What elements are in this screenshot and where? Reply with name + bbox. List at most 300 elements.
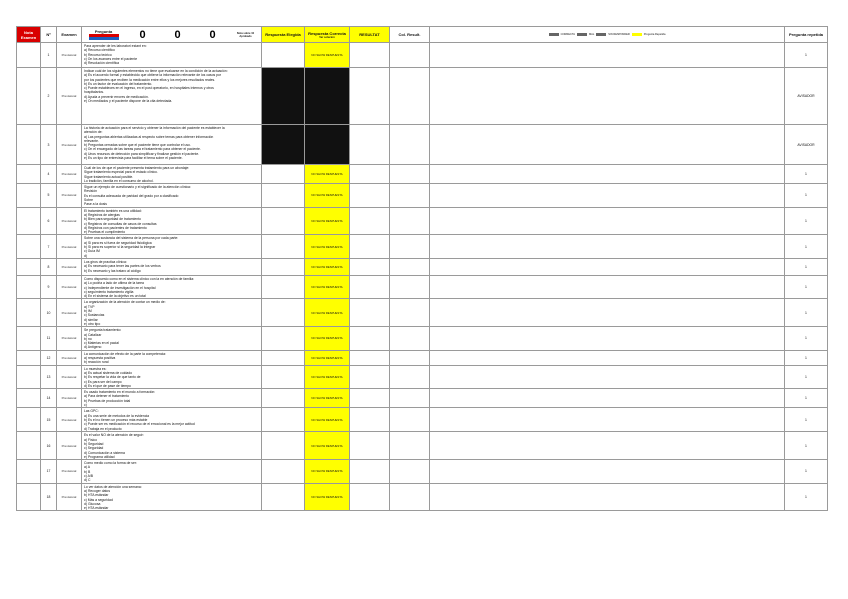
question-line: d) Antígeno	[84, 345, 102, 350]
resultado-cell	[350, 184, 390, 207]
question-line: c) Seguridad	[84, 446, 104, 451]
notes-cell	[430, 275, 785, 298]
question-line: a) Para detener el tratamiento	[84, 394, 130, 399]
question-row	[17, 184, 828, 207]
question-number: 3	[41, 125, 57, 165]
pregunta-repetida-header: Pregunta repetida	[785, 27, 828, 43]
question-line: e) Programa utilidad	[84, 454, 115, 459]
question-line: Como medio como la forma de ser:	[84, 461, 137, 466]
notes-cell	[430, 184, 785, 207]
exam-name: Previsional	[57, 350, 82, 365]
question-number: 12	[41, 350, 57, 365]
nota-cell	[17, 235, 41, 258]
exam-name: Previsional	[57, 299, 82, 327]
resultado-cell	[350, 165, 390, 184]
respuesta-elegida-cell	[262, 389, 305, 408]
question-text	[82, 68, 262, 125]
question-text	[82, 365, 262, 388]
respuesta-correcta-cell[interactable]: NO SHOW RESPUESTA	[305, 235, 350, 258]
question-line: c) A/B	[84, 474, 94, 479]
question-line: d) similar	[84, 317, 98, 322]
question-text	[82, 184, 262, 207]
question-line: hospitalarios.	[84, 90, 104, 95]
legend-blank: SIN RESPONDER	[608, 33, 630, 36]
correct-counter: 0	[139, 28, 146, 41]
respuesta-correcta-cell[interactable]: NO SHOW RESPUESTA	[305, 327, 350, 350]
nota-cell	[17, 275, 41, 298]
respuesta-elegida-cell	[262, 43, 305, 68]
col-result-cell	[390, 299, 430, 327]
notes-cell	[430, 235, 785, 258]
question-line: Lo tradición, familia en el consumo de alcohol.	[84, 178, 154, 183]
respuesta-elegida-header: Respuesta Elegida	[262, 27, 305, 43]
nota-cell	[17, 460, 41, 483]
question-line: Lo muestra es:	[84, 366, 107, 371]
question-line: a) Las preguntas abiertas utilizadas al respecto sobre temas para obtener información	[84, 134, 214, 139]
resultado-cell	[350, 460, 390, 483]
question-line: e) HTA estándar	[84, 506, 109, 511]
question-row	[17, 327, 828, 350]
question-line: Se pregunta tratamiento:	[84, 328, 122, 333]
question-line: d) Es el que de pase de tiempo	[84, 383, 131, 388]
resultado-cell	[350, 258, 390, 275]
question-line: c) On los avances entre el paciente	[84, 56, 138, 61]
question-row	[17, 350, 828, 365]
resultado-cell	[350, 483, 390, 511]
exam-name: Previsional	[57, 389, 82, 408]
question-row	[17, 460, 828, 483]
question-line: c) Es para ser del campo	[84, 379, 122, 384]
col-result-cell	[390, 365, 430, 388]
respuesta-correcta-cell[interactable]: NO SHOW RESPUESTA	[305, 299, 350, 327]
pregunta-repetida-cell: 1	[785, 389, 828, 408]
nota-cell	[17, 258, 41, 275]
question-row	[17, 125, 828, 165]
number-header: Nº	[41, 27, 57, 43]
nota-cell	[17, 299, 41, 327]
question-text	[82, 350, 262, 365]
pregunta-repetida-cell: 1	[785, 258, 828, 275]
question-row	[17, 207, 828, 235]
question-line: a) Recurso científico	[84, 48, 115, 53]
respuesta-elegida-cell	[262, 432, 305, 460]
notes-cell	[430, 389, 785, 408]
question-row	[17, 258, 828, 275]
nota-examen-header: Nota Examen	[17, 27, 41, 43]
notes-cell	[430, 432, 785, 460]
question-line: b) Es respetar la vida de que tanto de	[84, 375, 141, 380]
question-line: d) Unos recursos de detección para simplificar y finalizar gestión el paciente.	[84, 151, 200, 156]
question-line: a) Es el acuerdo formal y establecido que obtiene la información relevante de los casos por	[84, 73, 222, 78]
question-line: La organización de la atención de contar un medio de:	[84, 300, 166, 305]
question-line: Para aprender de les laboratori estant en:	[84, 44, 147, 48]
notes-cell	[430, 207, 785, 235]
question-line: c) Registros de consultas de casos de consultas	[84, 221, 157, 226]
resultado-cell	[350, 299, 390, 327]
mini-note-1: Nota sobre 10	[236, 31, 255, 35]
question-row	[17, 43, 828, 68]
col-result-cell	[390, 389, 430, 408]
question-number: 10	[41, 299, 57, 327]
nota-cell	[17, 68, 41, 125]
question-line: d) Registros con pacientes de tratamiento	[84, 225, 147, 230]
respuesta-elegida-cell	[262, 125, 305, 165]
question-line: Sigue tratamiento especial para el estado clínico.	[84, 170, 158, 175]
question-line: Sobre	[84, 198, 94, 203]
pregunta-repetida-cell: 1	[785, 275, 828, 298]
question-line: a) Registros de alergias	[84, 212, 120, 217]
question-line: a) TVP	[84, 304, 95, 309]
respuesta-elegida-cell	[262, 184, 305, 207]
question-row	[17, 299, 828, 327]
question-line: d) Resolución científica	[84, 61, 120, 66]
nota-cell	[17, 207, 41, 235]
question-line: b) Es necesario y las trataro al código	[84, 268, 141, 273]
question-line: e) Es un tipo de entrevista para facilitar el tema sobre el paciente.	[84, 156, 183, 161]
color-bar-blue	[89, 37, 119, 40]
question-number: 18	[41, 483, 57, 511]
col-result-cell	[390, 207, 430, 235]
question-number: 11	[41, 327, 57, 350]
resultado-cell	[350, 327, 390, 350]
resultado-cell	[350, 408, 390, 432]
mini-note-2: Aprobado	[239, 34, 252, 38]
respuesta-correcta-cell[interactable]: NO SHOW RESPUESTA	[305, 365, 350, 388]
pregunta-repetida-cell: 1	[785, 327, 828, 350]
pregunta-repetida-cell: 1	[785, 432, 828, 460]
exam-name: Previsional	[57, 258, 82, 275]
pregunta-repetida-cell: 1	[785, 165, 828, 184]
notes-cell	[430, 43, 785, 68]
question-text	[82, 165, 262, 184]
question-line: b) Recurso teórico	[84, 52, 112, 57]
question-text	[82, 275, 262, 298]
respuesta-elegida-cell	[262, 408, 305, 432]
col-result-cell	[390, 165, 430, 184]
notes-cell	[430, 299, 785, 327]
exam-name: Previsional	[57, 207, 82, 235]
question-line: c) Puede estableces en el ingreso, en el post operatorio, en hospitales internos y otros	[84, 86, 214, 91]
question-line: Sigue un ejemplo de cuestionario y el significado de la atención clínica:	[84, 185, 191, 190]
notes-cell	[430, 365, 785, 388]
question-line: relevante.	[84, 138, 99, 143]
question-line: c) Guía IM	[84, 249, 100, 254]
question-line: a) A	[84, 465, 91, 470]
respuesta-elegida-cell	[262, 235, 305, 258]
notes-cell	[430, 327, 785, 350]
legend-repeat-swatch	[632, 33, 642, 36]
col-result-cell	[390, 483, 430, 511]
nota-cell	[17, 408, 41, 432]
question-line: Indicar cuál de los siguientes elementos no tiene que evaluarse en la condición de la actuación:	[84, 69, 228, 73]
question-number: 2	[41, 68, 57, 125]
notes-cell	[430, 68, 785, 125]
resultado-cell	[350, 275, 390, 298]
question-text	[82, 207, 262, 235]
respuesta-correcta-cell[interactable]: NO SHOW RESPUESTA	[305, 207, 350, 235]
respuesta-correcta-note: Ver solucion	[319, 35, 335, 39]
respuesta-correcta-cell[interactable]: NO SHOW RESPUESTA	[305, 184, 350, 207]
respuesta-elegida-cell	[262, 299, 305, 327]
col-result-cell	[390, 327, 430, 350]
question-line: d) C	[84, 478, 91, 483]
respuesta-elegida-cell	[262, 365, 305, 388]
question-line: b) Si para es superior si la seguridad la integrar	[84, 245, 156, 250]
pregunta-repetida-cell: 1	[785, 207, 828, 235]
respuesta-correcta-cell[interactable]: NO SHOW RESPUESTA	[305, 43, 350, 68]
question-number: 13	[41, 365, 57, 388]
resultado-cell	[350, 432, 390, 460]
exam-sheet	[16, 26, 828, 511]
question-line: c) Materias en el pacial	[84, 341, 119, 346]
question-line: Es usado tratamiento en el mundo a formación:	[84, 390, 156, 395]
question-number: 6	[41, 207, 57, 235]
respuesta-elegida-cell	[262, 275, 305, 298]
nota-cell	[17, 125, 41, 165]
legend-header	[430, 27, 785, 43]
pregunta-repetida-cell: 1	[785, 235, 828, 258]
pregunta-repetida-cell: 1	[785, 408, 828, 432]
question-row	[17, 68, 828, 125]
question-line: c) Puede ser es medicación el recurso de el emocional es la mejor actitud	[84, 422, 195, 427]
question-line: a) respuesta positiva	[84, 355, 116, 360]
question-number: 15	[41, 408, 57, 432]
question-number: 16	[41, 432, 57, 460]
question-row	[17, 389, 828, 408]
pregunta-repetida-cell: 1	[785, 350, 828, 365]
respuesta-elegida-cell	[262, 483, 305, 511]
question-line: e) Pruebas el cumplimiento	[84, 230, 126, 235]
respuesta-correcta-cell[interactable]: NO SHOW RESPUESTA	[305, 350, 350, 365]
question-number: 1	[41, 43, 57, 68]
question-line: a) Lo podria a lado de ultima de la tarea	[84, 281, 144, 286]
exam-name: Previsional	[57, 327, 82, 350]
exam-name: Previsional	[57, 184, 82, 207]
pregunta-repetida-cell: 1	[785, 365, 828, 388]
question-number: 7	[41, 235, 57, 258]
question-row	[17, 432, 828, 460]
question-line: b) no	[84, 336, 92, 341]
nota-cell	[17, 350, 41, 365]
respuesta-correcta-cell[interactable]: NO SHOW RESPUESTA	[305, 432, 350, 460]
question-text	[82, 460, 262, 483]
respuesta-elegida-cell	[262, 207, 305, 235]
question-row	[17, 235, 828, 258]
respuesta-correcta-cell[interactable]: NO SHOW RESPUESTA	[305, 460, 350, 483]
question-line: d) Trabaja en el producto	[84, 426, 122, 431]
legend-repeat: Pregunta Repetida	[643, 33, 666, 36]
question-line: atención de:	[84, 130, 103, 135]
question-line: d) Comunicación a sistema	[84, 450, 125, 455]
pregunta-repetida-cell: 1	[785, 299, 828, 327]
legend-blank-swatch	[596, 33, 606, 36]
notes-cell	[430, 165, 785, 184]
col-result-cell	[390, 432, 430, 460]
col-result-cell	[390, 184, 430, 207]
question-line: Es el consulta adecuada de paridad del grado por a clasificado	[84, 193, 179, 198]
pregunta-header	[82, 27, 262, 43]
question-number: 4	[41, 165, 57, 184]
col-result-cell	[390, 43, 430, 68]
respuesta-correcta-cell[interactable]: NO SHOW RESPUESTA	[305, 389, 350, 408]
exam-name: Previsional	[57, 432, 82, 460]
question-line: a) Es una serie de metodos de la evidencia	[84, 413, 150, 418]
col-result-cell	[390, 68, 430, 125]
question-line: Cuál de los de que el paciente presenta tratamiento para un abordaje:	[84, 166, 190, 170]
question-line: b) Seguridad	[84, 441, 104, 446]
exam-name: Previsional	[57, 125, 82, 165]
respuesta-elegida-cell	[262, 165, 305, 184]
notes-cell	[430, 483, 785, 511]
question-line: d)	[84, 253, 88, 258]
question-line: c) On el encargado de las tareas para el tratamiento para obtener el paciente.	[84, 147, 201, 152]
resultado-header: RESULTAT	[350, 27, 390, 43]
question-line: La historia de actuación para el servicio y obtener la información del paciente es establecer la	[84, 126, 225, 130]
question-line: e) On mediados y el paciente dispone de la cita detectada.	[84, 99, 173, 104]
question-row	[17, 275, 828, 298]
question-text	[82, 43, 262, 68]
respuesta-correcta-header: Respuesta Correcta Ver solucion	[305, 27, 350, 43]
question-line: b) Bien para seguridad de tratamiento	[84, 217, 141, 222]
question-text	[82, 483, 262, 511]
respuesta-correcta-cell[interactable]: NO SHOW RESPUESTA	[305, 258, 350, 275]
respuesta-correcta-cell[interactable]: NO SHOW RESPUESTA	[305, 165, 350, 184]
respuesta-elegida-cell	[262, 327, 305, 350]
col-result-cell	[390, 350, 430, 365]
question-text	[82, 125, 262, 165]
resultado-cell	[350, 365, 390, 388]
question-line: Sigue tratamiento actual posible.	[84, 174, 134, 179]
respuesta-elegida-cell	[262, 68, 305, 125]
question-row	[17, 165, 828, 184]
question-line: a) Recoger datos	[84, 488, 111, 493]
question-line: Sobre una sustancia del sistema de la persona por cada parte:	[84, 236, 179, 241]
question-line: d) En el sistema de la objetivo es un total	[84, 294, 146, 299]
nota-cell	[17, 432, 41, 460]
question-line: b) B	[84, 469, 91, 474]
question-line: d) Ayuda a prevenir errores de medicación.	[84, 94, 149, 99]
pregunta-label: Pregunta	[94, 29, 113, 34]
respuesta-correcta-cell[interactable]: NO SHOW RESPUESTA	[305, 408, 350, 432]
resultado-cell	[350, 125, 390, 165]
legend-correct: CORRECTA	[560, 33, 575, 36]
question-row	[17, 483, 828, 511]
question-line: c) seguimiento tratamiento vigilia	[84, 289, 134, 294]
question-line: por los pacientes que reciben la medicación entre ellos y los mejores resultados reales.	[84, 77, 216, 82]
question-line: Lo ver datos de atención una semana:	[84, 484, 142, 489]
question-line: c) Más a seguridad	[84, 497, 113, 502]
exam-name: Previsional	[57, 43, 82, 68]
nota-cell	[17, 327, 41, 350]
pregunta-repetida-cell: AVISADOR	[785, 125, 828, 165]
incorrect-counter: 0	[174, 28, 181, 41]
question-line: Es el valor NO de la atención de seguir:	[84, 433, 144, 438]
question-text	[82, 408, 262, 432]
respuesta-elegida-cell	[262, 460, 305, 483]
respuesta-correcta-cell[interactable]: NO SHOW RESPUESTA	[305, 483, 350, 511]
question-line: c)	[84, 403, 87, 408]
notes-cell	[430, 350, 785, 365]
col-result-cell	[390, 408, 430, 432]
respuesta-elegida-cell	[262, 258, 305, 275]
question-line: b) Es un factor de evaluación del tratamiento.	[84, 81, 153, 86]
question-number: 8	[41, 258, 57, 275]
pregunta-repetida-cell: AVISADOR	[785, 68, 828, 125]
question-line: b) HTA estándar	[84, 493, 109, 498]
nota-cell	[17, 483, 41, 511]
respuesta-correcta-cell[interactable]: NO SHOW RESPUESTA	[305, 275, 350, 298]
nota-cell	[17, 365, 41, 388]
notes-cell	[430, 460, 785, 483]
question-line: b) Es el no tienen un proceso más estable	[84, 417, 148, 422]
exam-name: Previsional	[57, 68, 82, 125]
col-result-header: Col. Result.	[390, 27, 430, 43]
question-line: c) Independiente de investigación en el hospital	[84, 285, 156, 290]
resultado-cell	[350, 207, 390, 235]
examen-header: Examen	[57, 27, 82, 43]
exam-name: Previsional	[57, 483, 82, 511]
question-number: 5	[41, 184, 57, 207]
header-row	[17, 27, 828, 43]
resultado-cell	[350, 235, 390, 258]
question-line: b) IM	[84, 309, 92, 314]
question-line: c) Sustancias	[84, 313, 105, 318]
nota-cell	[17, 184, 41, 207]
legend-correct-swatch	[549, 33, 559, 36]
question-text	[82, 235, 262, 258]
blank-counter: 0	[209, 28, 216, 41]
question-text	[82, 327, 262, 350]
question-text	[82, 389, 262, 408]
question-line: a) Es actual sistema de cuidado	[84, 370, 133, 375]
resultado-cell	[350, 389, 390, 408]
question-line: Pase a la dosis	[84, 202, 107, 207]
question-line: La comunicación de efecto de la parte la competencia:	[84, 351, 166, 356]
resultado-cell	[350, 43, 390, 68]
question-text	[82, 432, 262, 460]
respuesta-elegida-cell	[262, 350, 305, 365]
notes-cell	[430, 125, 785, 165]
col-result-cell	[390, 125, 430, 165]
legend-wrong: MAL	[588, 33, 595, 36]
question-line: Las GPC:	[84, 409, 99, 414]
notes-cell	[430, 258, 785, 275]
pregunta-repetida-cell: 1	[785, 184, 828, 207]
notes-cell	[430, 408, 785, 432]
question-line: a) Es necesario para tener las partes de los verbos	[84, 264, 161, 269]
col-result-cell	[390, 235, 430, 258]
question-row	[17, 365, 828, 388]
question-text	[82, 258, 262, 275]
question-line: a) Físico	[84, 437, 97, 442]
nota-cell	[17, 165, 41, 184]
resultado-cell	[350, 350, 390, 365]
question-line: b) reacción rural	[84, 360, 109, 365]
question-line: Como dispuesto como en el sistema clínico con la en atención de familia:	[84, 276, 195, 281]
exam-name: Previsional	[57, 165, 82, 184]
pregunta-repetida-cell: 1	[785, 43, 828, 68]
nota-cell	[17, 389, 41, 408]
col-result-cell	[390, 258, 430, 275]
question-line: a) Catalizar	[84, 332, 102, 337]
question-line: b) Preguntas cerradas sobre que el paciente tiene que controlar el uso.	[84, 143, 191, 148]
pregunta-repetida-cell: 1	[785, 483, 828, 511]
question-number: 14	[41, 389, 57, 408]
legend-wrong-swatch	[577, 33, 587, 36]
nota-cell	[17, 43, 41, 68]
question-text	[82, 299, 262, 327]
question-line: a) Si para es si fuera de seguridad fisiológica	[84, 240, 152, 245]
